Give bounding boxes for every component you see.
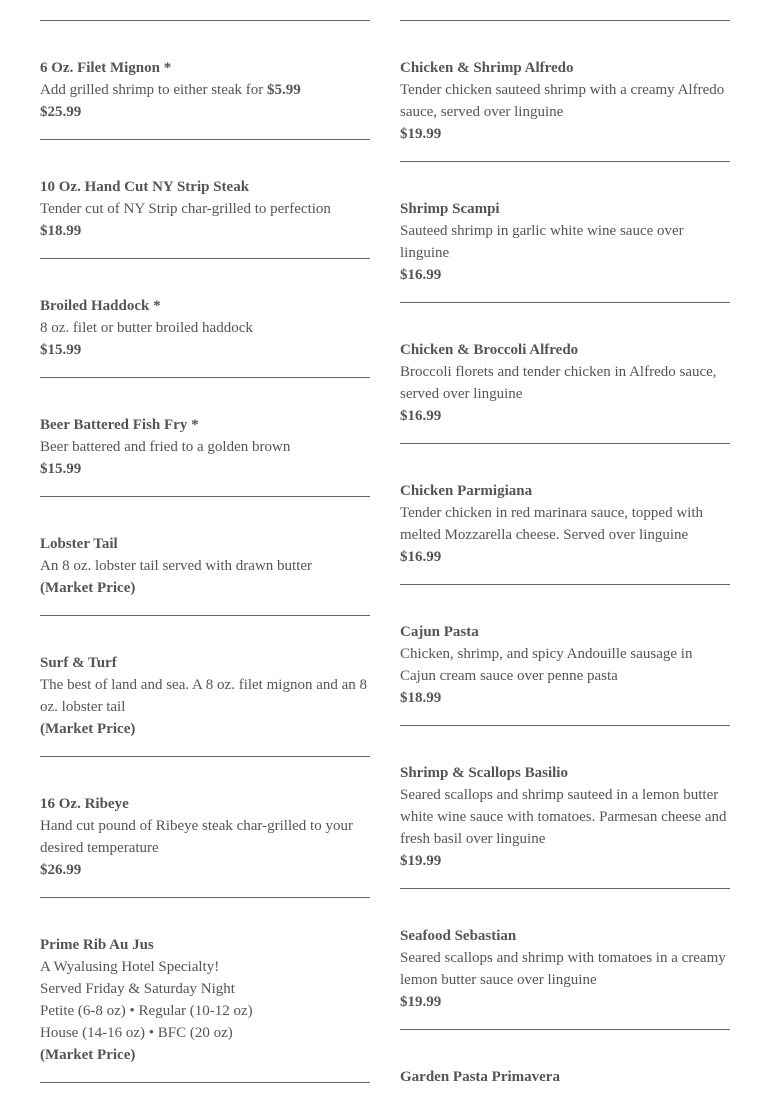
item-price: $19.99 [400,126,442,142]
item-name: Seafood Sebastian [400,928,517,944]
item-price: $18.99 [400,690,442,706]
item-price: $16.99 [400,549,442,565]
item-price: (Market Price) [40,721,136,737]
menu-item [40,757,370,898]
item-description-line: House (14-16 oz) • BFC (20 oz) [40,1025,233,1041]
menu-item [400,726,730,889]
item-description-text: Add grilled shrimp to either steak for [40,82,268,98]
item-name: 16 Oz. Ribeye [40,796,129,812]
item-name: Beer Battered Fish Fry * [40,417,199,433]
item-price: $26.99 [40,862,82,878]
item-price: $18.99 [40,223,82,239]
item-name: 6 Oz. Filet Mignon * [40,60,172,76]
menu-item [400,889,730,1030]
item-description-line: A Wyalusing Hotel Specialty! [40,959,220,975]
item-price: $25.99 [40,104,82,120]
item-price: $16.99 [400,267,442,283]
item-description: Hand cut pound of Ribeye steak char-grilled to your desired temperature [40,818,353,856]
item-price: $19.99 [400,853,442,869]
item-description: Beer battered and fried to a golden brown [40,439,291,455]
item-description: An 8 oz. lobster tail served with drawn butter [40,558,313,574]
item-name: Shrimp Scampi [400,201,500,217]
item-price: $15.99 [40,342,82,358]
item-price: $15.99 [40,461,82,477]
item-name: 10 Oz. Hand Cut NY Strip Steak [40,179,250,195]
item-description: Tender chicken in red marinara sauce, topped with melted Mozzarella cheese. Served over linguine [400,505,703,543]
item-description: 8 oz. filet or butter broiled haddock [40,320,253,336]
item-name: Shrimp & Scallops Basilio [400,765,568,781]
menu-item [40,140,370,259]
item-name: Cajun Pasta [400,624,479,640]
item-description: The best of land and sea. A 8 oz. filet mignon and an 8 oz. lobster tail [40,677,368,715]
item-description [40,79,370,101]
item-price: $19.99 [400,994,442,1010]
divider [40,0,370,21]
menu-item [400,21,730,162]
item-description: Chicken, shrimp, and spicy Andouille sausage in Cajun cream sauce over penne pasta [400,646,693,684]
item-description: Seared scallops and shrimp with tomatoes in a creamy lemon butter sauce over linguine [400,950,726,988]
menu-item [400,303,730,444]
menu-item [40,259,370,378]
item-description: Sauteed shrimp in garlic white wine sauce over linguine [400,223,684,261]
item-description-line: Petite (6-8 oz) • Regular (10-12 oz) [40,1003,253,1019]
item-price: (Market Price) [40,580,136,596]
menu-column-right [400,0,730,1104]
menu-item [40,378,370,497]
menu-item [40,898,370,1083]
item-name: Prime Rib Au Jus [40,937,154,953]
item-name: Garden Pasta Primavera [400,1069,560,1085]
item-name: Chicken & Shrimp Alfredo [400,60,574,76]
upcharge-price: $5.99 [267,82,301,98]
menu-item [400,162,730,303]
menu-item [40,497,370,616]
item-description-line: Served Friday & Saturday Night [40,981,235,997]
item-description: Tender chicken sauteed shrimp with a creamy Alfredo sauce, served over linguine [400,82,725,120]
item-price: (Market Price) [40,1047,136,1063]
item-name: Chicken Parmigiana [400,483,533,499]
item-name: Surf & Turf [40,655,117,671]
item-name: Chicken & Broccoli Alfredo [400,342,579,358]
item-price: $16.99 [400,408,442,424]
item-description: Seared scallops and shrimp sauteed in a lemon butter white wine sauce with tomatoes. Parmesan cheese and fresh basil over linguine [400,787,727,847]
menu-item [400,585,730,726]
menu-item [400,1030,730,1104]
item-description: Tender cut of NY Strip char-grilled to perfection [40,201,331,217]
menu-column-left [40,0,370,1083]
menu-item [40,21,370,140]
item-name: Broiled Haddock * [40,298,161,314]
item-description: Broccoli florets and tender chicken in Alfredo sauce, served over linguine [400,364,717,402]
menu-item [400,444,730,585]
menu-item [40,616,370,757]
divider [400,0,730,21]
item-name: Lobster Tail [40,536,118,552]
